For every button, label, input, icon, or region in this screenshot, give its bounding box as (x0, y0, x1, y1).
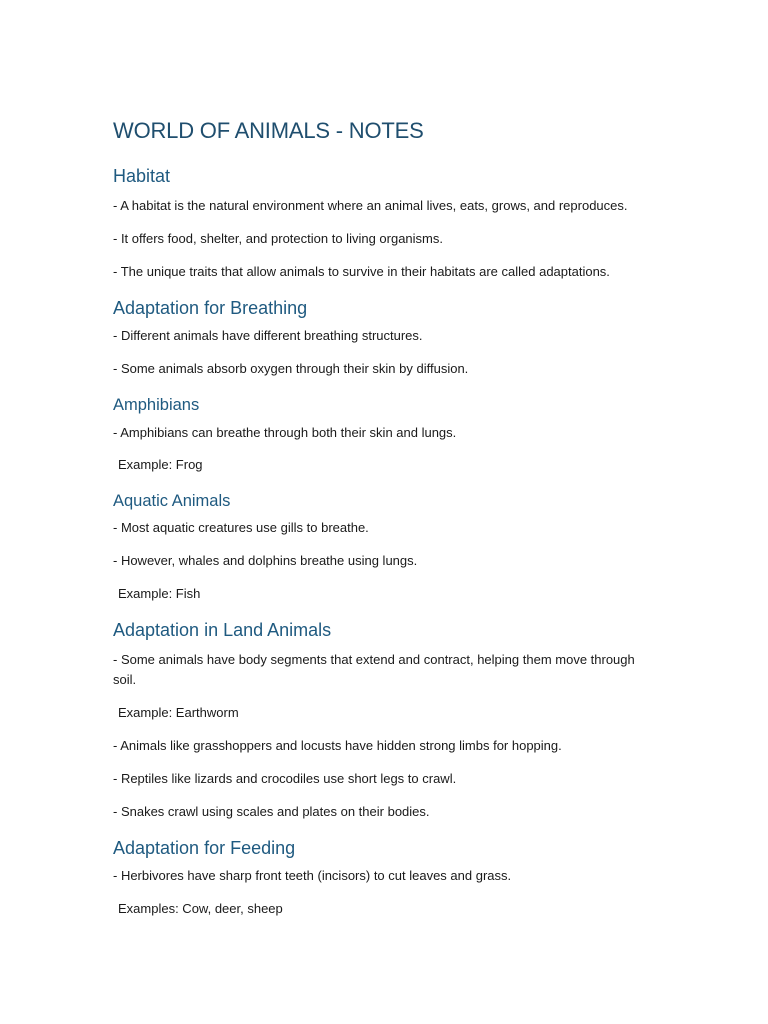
land-line-1: - Some animals have body segments that extend and contract, helping them move through soil. (113, 652, 635, 687)
document-page (113, 116, 658, 919)
amphibians-line-1: - Amphibians can breathe through both their skin and lungs. (113, 425, 457, 440)
aquatic-line-2: - However, whales and dolphins breathe using lungs. (113, 553, 418, 568)
section-heading-habitat: Habitat (113, 166, 171, 186)
feeding-example: Examples: Cow, deer, sheep (118, 901, 283, 916)
habitat-line-3: - The unique traits that allow animals to survive in their habitats are called adaptations. (113, 264, 610, 279)
aquatic-line-1: - Most aquatic creatures use gills to breathe. (113, 520, 369, 535)
amphibians-example: Example: Frog (118, 457, 203, 472)
habitat-line-2: - It offers food, shelter, and protection to living organisms. (113, 231, 443, 246)
land-line-4: - Snakes crawl using scales and plates on their bodies. (113, 804, 430, 819)
breathing-line-2: - Some animals absorb oxygen through their skin by diffusion. (113, 361, 469, 376)
land-example: Example: Earthworm (118, 705, 239, 720)
aquatic-example: Example: Fish (118, 586, 201, 601)
breathing-line-1: - Different animals have different breathing structures. (113, 328, 423, 343)
section-heading-feeding: Adaptation for Feeding (113, 838, 296, 858)
page-title: WORLD OF ANIMALS - NOTES (113, 118, 424, 143)
section-heading-land: Adaptation in Land Animals (113, 620, 332, 640)
land-line-2: - Animals like grasshoppers and locusts have hidden strong limbs for hopping. (113, 738, 562, 753)
section-heading-breathing: Adaptation for Breathing (113, 298, 308, 318)
habitat-line-1: - A habitat is the natural environment where an animal lives, eats, grows, and reproduces. (113, 198, 628, 213)
section-heading-amphibians: Amphibians (113, 396, 200, 414)
feeding-line-1: - Herbivores have sharp front teeth (incisors) to cut leaves and grass. (113, 868, 512, 883)
section-heading-aquatic: Aquatic Animals (113, 492, 231, 510)
land-line-3: - Reptiles like lizards and crocodiles use short legs to crawl. (113, 771, 457, 786)
